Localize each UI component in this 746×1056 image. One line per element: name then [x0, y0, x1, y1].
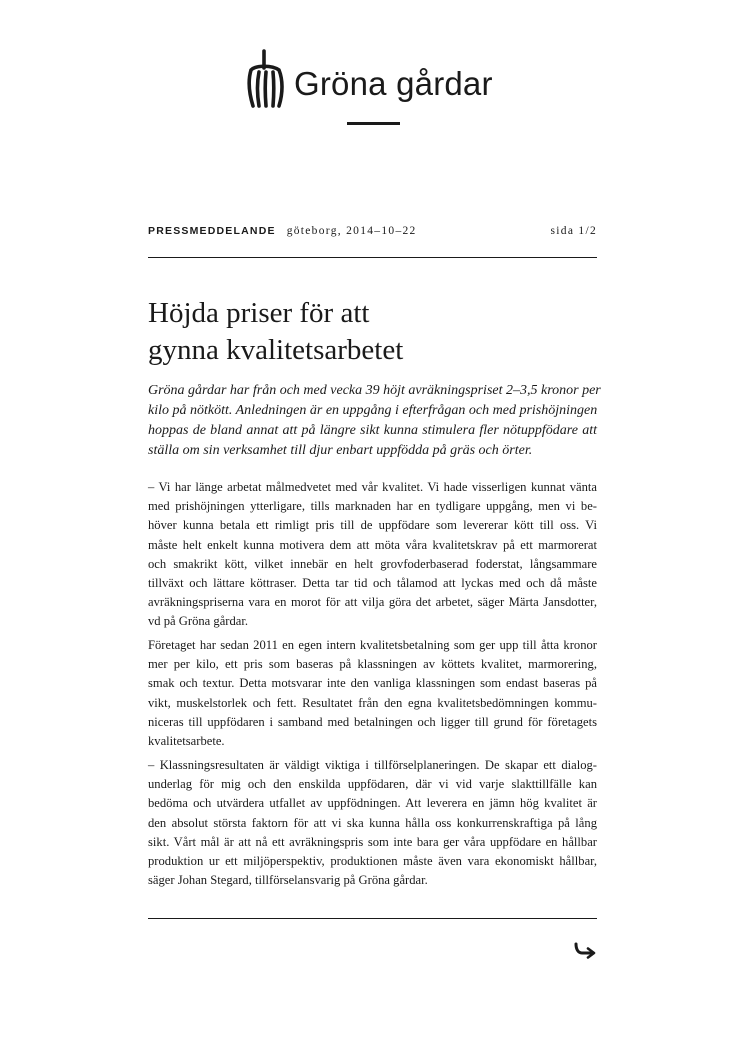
body-line: vd på Gröna gårdar. [148, 614, 249, 629]
body-line: produktion ur ett miljöperspektiv, produktionen måste även vara ekonomiskt hållbar, [148, 854, 597, 869]
brand-name: Gröna gårdar [294, 65, 493, 102]
headline [148, 295, 597, 369]
body-line: säger Johan Stegard, tillförselansvarig på Gröna gårdar. [148, 873, 428, 888]
body-line: bedöma och utvärdera utfallet av uppfödningen. Att leverera en jämn hög kvalitet är [148, 796, 597, 811]
footer-divider [148, 918, 597, 919]
body-line: Företaget har sedan 2011 en egen intern kvalitetsbetalning som ger upp till åtta kronor [148, 638, 597, 652]
lead-line: hoppas de bland annat att på längre sikt kunna stimulera fler nötuppfödare att [148, 423, 597, 438]
brand-logo [246, 48, 493, 110]
body-line: höver kunna betala ett rimligt pris till de uppfödare som levererar kött till oss. Vi [148, 518, 597, 533]
body-line: den absolut största faktorn för att vi ska kunna hålla oss konkurrenskraftiga på lång [148, 815, 597, 830]
place-date: göteborg, 2014–10–22 [286, 225, 417, 237]
logo-underline [347, 122, 400, 125]
headline-line: Höjda priser för att [148, 297, 370, 329]
document-type: PRESSMEDDELANDE [148, 225, 276, 237]
body-paragraph-3 [148, 756, 597, 890]
body-line: sikt. Vårt mål är att nå ett avräkningspris som inte bara ger våra uppfödare en hållbar [148, 834, 597, 849]
document-meta [148, 225, 597, 237]
body-line: niceras till uppfödaren i samband med betalningen och ligger till grund för företagets [148, 714, 597, 729]
next-page-arrow-icon[interactable] [573, 940, 597, 962]
body-paragraph-2 [148, 636, 597, 751]
body-line: och smakrikt kött, vilket innebär en helt grovfoderbaserad foderstat, långsammare [148, 556, 597, 571]
body-line: måste helt enkelt kunna motivera dem att möta våra kvalitetskrav på ett marmorerat [148, 537, 597, 552]
headline-line: gynna kvalitetsarbetet [148, 334, 404, 366]
body-line: vikt, muskelstorlek och fett. Resultatet från den egna kvalitetsbedömningen kommu- [148, 695, 597, 710]
lead-paragraph [148, 381, 601, 461]
page-number: sida 1/2 [550, 225, 597, 237]
body-line: mer per kilo, ett pris som baseras på klassningen av köttets kvalitet, marmorering, [148, 657, 597, 672]
body-line: smak och textur. Detta motsvarar inte den vanliga klassningen som endast baseras på [148, 676, 597, 691]
body-line: – Vi har länge arbetat målmedvetet med vår kvalitet. Vi hade visserligen kunnat vänta [148, 480, 597, 494]
lead-line: ställa om sin verksamhet till djur enbart uppfödda på gräs och örter. [148, 443, 533, 458]
body-line: med prishöjningen ytterligare, tills marknaden har en tydligare uppgång, men vi be- [148, 499, 597, 514]
lead-line: kilo på nötkött. Anledningen är en uppgång i efterfrågan och med prishöjningen [148, 403, 598, 418]
pitchfork-icon [246, 48, 286, 110]
body-line: – Klassningsresultaten är väldigt viktiga i tillförselplaneringen. De skapar ett dialog- [148, 758, 597, 772]
lead-line: Gröna gårdar har från och med vecka 39 höjt avräkningspriset 2–3,5 kronor per [148, 383, 601, 398]
body-line: avräkningspriserna vara en morot för att vilja göra det arbetet, säger Märta Jansdotter, [148, 595, 597, 610]
body-line: kvalitetsarbete. [148, 734, 225, 749]
body-line: tillväxt och lättare köttraser. Detta tar tid och tålamod att lyckas med och då måste [148, 576, 597, 591]
header-divider [148, 257, 597, 258]
body-line: underlag för mig och den enskilda uppfödaren, där vi vid varje slakttillfälle kan [148, 777, 597, 792]
body-paragraph-1 [148, 478, 597, 632]
